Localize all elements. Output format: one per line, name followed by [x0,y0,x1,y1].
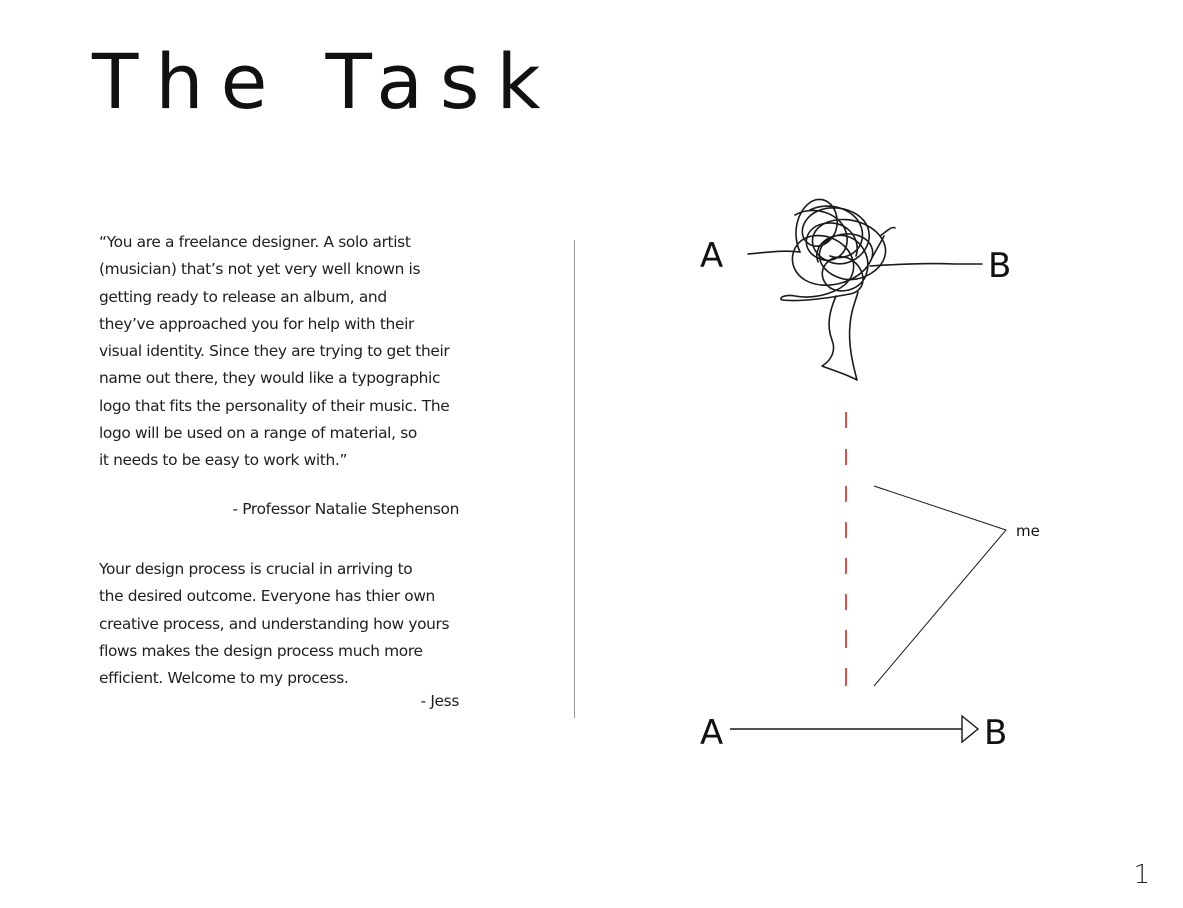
quote-line: they’ve approached you for help with their [99,314,414,333]
me-label: me [1016,522,1040,540]
me-bracket [874,486,1006,686]
page-title: The Task [92,37,558,126]
top-start-label: A [700,236,724,276]
author-signature: - Jess [420,692,459,710]
quote-line: logo will be used on a range of material, so [99,424,417,443]
process-line: the desired outcome. Everyone has thier own [99,587,435,606]
process-line: efficient. Welcome to my process. [99,669,349,688]
bottom-start-label: A [700,713,724,753]
quote-line: getting ready to release an album, and [99,287,387,306]
top-end-label: B [988,246,1012,286]
scribble-tail [822,292,858,380]
quote-attribution: - Professor Natalie Stephenson [232,500,459,518]
page-number: 1 [1133,860,1150,890]
scribble-exit [870,264,982,266]
process-line: flows makes the design process much more [99,641,423,660]
scribble-lead-in [748,251,800,254]
bottom-end-label: B [984,713,1008,753]
scribble-loop [795,210,857,260]
quote-line: “You are a freelance designer. A solo artist [99,233,411,251]
quote-line: it needs to be easy to work with.” [99,451,348,470]
quote-line: name out there, they would like a typographic [99,369,441,388]
scribble-tick [872,236,884,258]
quote-line: (musician) that’s not yet very well known is [99,260,421,279]
process-line: Your design process is crucial in arriving to [99,560,413,578]
process-line: creative process, and understanding how yours [99,614,450,633]
scribble-tick [880,227,895,236]
quote-line: logo that fits the personality of their music. The [99,396,450,415]
arrowhead-icon [962,716,978,742]
scribble-path [748,199,982,380]
quote-line: visual identity. Since they are trying to get their [99,342,450,361]
